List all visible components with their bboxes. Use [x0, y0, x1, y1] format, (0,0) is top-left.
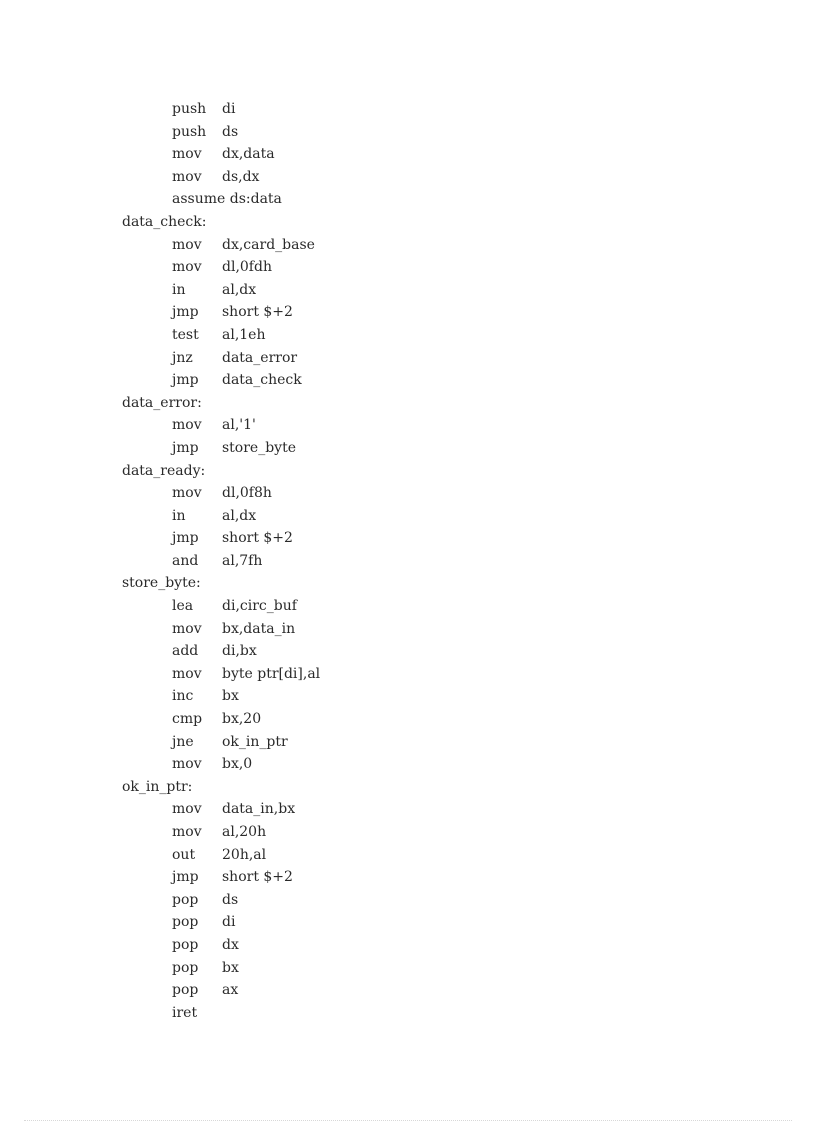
- code-operand: al,dx: [222, 507, 257, 524]
- code-operand: dl,0fdh: [222, 259, 272, 276]
- code-instruction-line: [0, 640, 816, 663]
- code-operand: di: [222, 101, 236, 117]
- code-instruction-line: [0, 279, 816, 302]
- code-mnemonic: mov: [172, 417, 202, 434]
- code-instruction-line: [0, 753, 816, 776]
- code-operand: ds: [222, 123, 239, 140]
- code-operand: short $+2: [222, 530, 293, 547]
- code-operand: data_check: [222, 372, 302, 389]
- code-mnemonic: mov: [172, 485, 202, 502]
- code-operand: dx: [222, 936, 239, 953]
- code-operand: al,'1': [222, 417, 256, 434]
- code-instruction-line: [0, 957, 816, 980]
- code-label-line: [0, 776, 816, 799]
- code-label: data_ready:: [122, 462, 206, 479]
- code-instruction-line: [0, 121, 816, 144]
- code-operand: al,20h: [222, 824, 267, 840]
- code-operand: ok_in_ptr: [222, 733, 288, 750]
- code-mnemonic: mov: [172, 236, 202, 253]
- code-mnemonic: mov: [172, 259, 202, 276]
- code-instruction-line: [0, 708, 816, 731]
- code-mnemonic: and: [172, 552, 199, 569]
- code-operand: di,bx: [222, 643, 257, 660]
- code-instruction-line: [0, 256, 816, 279]
- code-operand: di: [222, 914, 236, 931]
- code-operand: bx: [222, 688, 239, 705]
- code-instruction-line: [0, 347, 816, 370]
- code-instruction-line: [0, 979, 816, 1002]
- code-operand: ds: [222, 891, 239, 908]
- code-operand: di,circ_buf: [222, 598, 297, 615]
- code-mnemonic: mov: [172, 801, 202, 818]
- code-operand: short $+2: [222, 304, 293, 321]
- code-instruction-line: [0, 731, 816, 754]
- code-instruction-line: [0, 798, 816, 821]
- code-label: data_error:: [122, 394, 202, 411]
- code-mnemonic: add: [172, 643, 199, 660]
- code-instruction-line: [0, 505, 816, 528]
- code-instruction-line: [0, 234, 816, 257]
- code-mnemonic: jmp: [172, 439, 199, 456]
- code-instruction-line: [0, 482, 816, 505]
- code-mnemonic: iret: [172, 1004, 198, 1021]
- code-mnemonic: inc: [172, 688, 194, 705]
- code-instruction-line: [0, 166, 816, 189]
- code-mnemonic: jnz: [172, 349, 193, 366]
- code-mnemonic: lea: [172, 598, 194, 615]
- code-mnemonic: mov: [172, 620, 202, 637]
- code-mnemonic: pop: [172, 982, 199, 999]
- code-directive-line: [0, 188, 816, 211]
- code-operand: bx,0: [222, 756, 253, 773]
- code-label-line: [0, 460, 816, 483]
- code-instruction-line: [0, 324, 816, 347]
- code-instruction-line: [0, 866, 816, 889]
- code-instruction-line: [0, 618, 816, 641]
- code-operand: dl,0f8h: [222, 485, 272, 502]
- code-mnemonic: jmp: [172, 372, 199, 389]
- code-operand: al,dx: [222, 281, 257, 298]
- code-instruction-line: [0, 663, 816, 686]
- code-instruction-line: [0, 369, 816, 392]
- code-mnemonic: push: [172, 123, 207, 140]
- code-mnemonic: mov: [172, 665, 202, 682]
- code-operand: short $+2: [222, 869, 293, 886]
- code-label: ok_in_ptr:: [122, 778, 193, 795]
- page-bottom-rule: [24, 1120, 792, 1121]
- code-instruction-line: [0, 527, 816, 550]
- code-mnemonic: cmp: [172, 711, 203, 728]
- code-label-line: [0, 211, 816, 234]
- code-instruction-line: [0, 685, 816, 708]
- code-label-line: [0, 392, 816, 415]
- code-instruction-line: [0, 143, 816, 166]
- code-operand: dx,card_base: [222, 236, 315, 253]
- code-mnemonic: mov: [172, 824, 202, 840]
- code-operand: ax: [222, 982, 239, 999]
- code-instruction-line: [0, 98, 816, 121]
- assembly-listing: [0, 98, 816, 1024]
- code-mnemonic: in: [172, 281, 186, 298]
- code-mnemonic: mov: [172, 168, 202, 185]
- code-operand: bx,data_in: [222, 620, 296, 637]
- code-mnemonic: out: [172, 846, 196, 863]
- code-operand: bx: [222, 959, 239, 976]
- code-instruction-line: [0, 414, 816, 437]
- code-mnemonic: jmp: [172, 530, 199, 547]
- code-mnemonic: pop: [172, 914, 199, 931]
- code-instruction-line: [0, 1002, 816, 1025]
- code-mnemonic: jmp: [172, 869, 199, 886]
- code-mnemonic: mov: [172, 146, 202, 163]
- code-instruction-line: [0, 550, 816, 573]
- code-operand: 20h,al: [222, 846, 267, 863]
- code-mnemonic: push: [172, 101, 207, 117]
- code-operand: store_byte: [222, 439, 296, 456]
- code-instruction-line: [0, 889, 816, 912]
- code-mnemonic: jmp: [172, 304, 199, 321]
- code-instruction-line: [0, 844, 816, 867]
- code-mnemonic: pop: [172, 936, 199, 953]
- code-operand: data_in,bx: [222, 801, 296, 818]
- code-operand: bx,20: [222, 711, 262, 728]
- code-instruction-line: [0, 595, 816, 618]
- code-label-line: [0, 572, 816, 595]
- code-directive: assume ds:data: [172, 191, 282, 208]
- code-instruction-line: [0, 911, 816, 934]
- code-operand: al,1eh: [222, 326, 266, 343]
- code-mnemonic: pop: [172, 891, 199, 908]
- code-mnemonic: test: [172, 326, 199, 343]
- code-operand: dx,data: [222, 146, 275, 163]
- code-label: data_check:: [122, 213, 207, 230]
- code-label: store_byte:: [122, 575, 201, 592]
- code-mnemonic: pop: [172, 959, 199, 976]
- code-instruction-line: [0, 301, 816, 324]
- code-mnemonic: jne: [172, 733, 194, 750]
- code-operand: ds,dx: [222, 168, 260, 185]
- code-mnemonic: in: [172, 507, 186, 524]
- code-operand: data_error: [222, 349, 298, 366]
- code-instruction-line: [0, 437, 816, 460]
- code-operand: al,7fh: [222, 552, 263, 569]
- code-instruction-line: [0, 821, 816, 844]
- code-instruction-line: [0, 934, 816, 957]
- code-operand: byte ptr[di],al: [222, 665, 321, 682]
- code-mnemonic: mov: [172, 756, 202, 773]
